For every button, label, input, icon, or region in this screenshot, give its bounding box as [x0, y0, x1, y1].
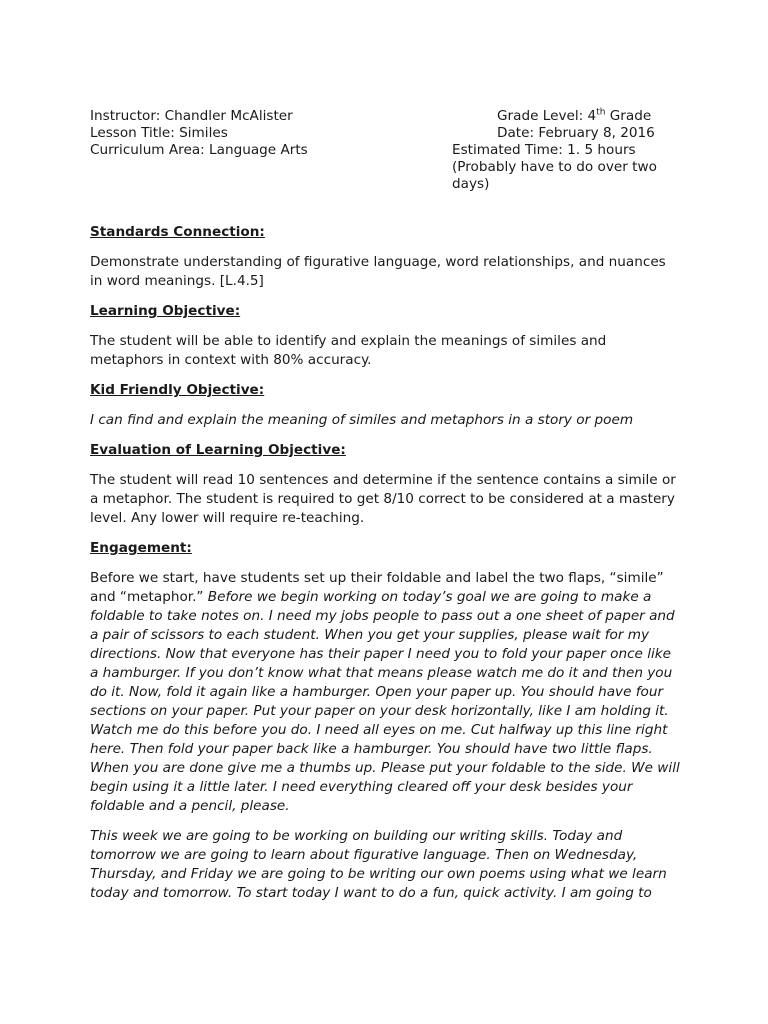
week-overview-text: This week we are going to be working on building our writing skills. Today and tomorrow we are going to learn about figurative language. Then on Wednesday, Thursday, and Friday we are going to be writing our own poems using what we learn today and tomorrow. To start today I want to do a fun, quick activity. I am going to — [90, 828, 667, 901]
estimated-time-line: Estimated Time: 1. 5 hours — [452, 142, 636, 158]
engagement-heading: Engagement: — [90, 540, 192, 556]
grade-level-line — [497, 108, 651, 125]
curriculum-line: Curriculum Area: Language Arts — [90, 142, 308, 158]
grade-superscript: th — [596, 107, 606, 118]
estimated-time-note: (Probably have to do over two days) — [452, 159, 657, 192]
estimated-time-block — [452, 142, 682, 193]
standards-heading: Standards Connection: — [90, 224, 265, 240]
engagement-paragraph — [90, 569, 680, 816]
learning-objective-text: The student will be able to identify and explain the meanings of similes and metaphors in context with 80% accuracy. — [90, 333, 607, 368]
lesson-title-line: Lesson Title: Similes — [90, 125, 228, 141]
date-line: Date: February 8, 2016 — [497, 125, 655, 141]
grade-prefix: Grade Level: 4 — [497, 108, 597, 124]
kid-friendly-heading: Kid Friendly Objective: — [90, 382, 265, 398]
kid-friendly-text: I can find and explain the meaning of similes and metaphors in a story or poem — [90, 412, 634, 428]
standards-text: Demonstrate understanding of figurative language, word relationships, and nuances in word meanings. [L.4.5] — [90, 254, 666, 289]
engagement-italic-text: Before we begin working on today’s goal we are going to make a foldable to take notes on. I need my jobs people to pass out a one sheet of paper and a pair of scissors to each student. When you get your supplies, please wait for my directions. Now that everyone has their paper I need you to fold your paper once like a hamburger. If you don’t know what that means please watch me do it and then you do it. Now, fold it again like a hamburger. Open your paper up. You should have four sections on your paper. Put your paper on your desk horizontally, like I am holding it. Watch me do this before you do. I need all eyes on me. Cut halfway up this line right here. Then fold your paper back like a hamburger. You should have two little flaps. When you are done give me a thumbs up. Please put your foldable to the side. We will begin using it a little later. I need everything cleared off your desk besides your foldable and a pencil, please. — [90, 589, 680, 814]
instructor-line: Instructor: Chandler McAlister — [90, 108, 293, 124]
learning-objective-heading: Learning Objective: — [90, 303, 241, 319]
evaluation-text: The student will read 10 sentences and determine if the sentence contains a simile or a metaphor. The student is required to get 8/10 correct to be considered at a mastery level. Any lower will require re-teaching. — [90, 472, 676, 526]
evaluation-heading: Evaluation of Learning Objective: — [90, 442, 346, 458]
lesson-body — [90, 223, 680, 914]
grade-suffix: Grade — [605, 108, 652, 124]
engagement-plain-text: Before we start, have students set up their foldable and label the two flaps, “simile” and “metaphor.” — [90, 570, 664, 605]
